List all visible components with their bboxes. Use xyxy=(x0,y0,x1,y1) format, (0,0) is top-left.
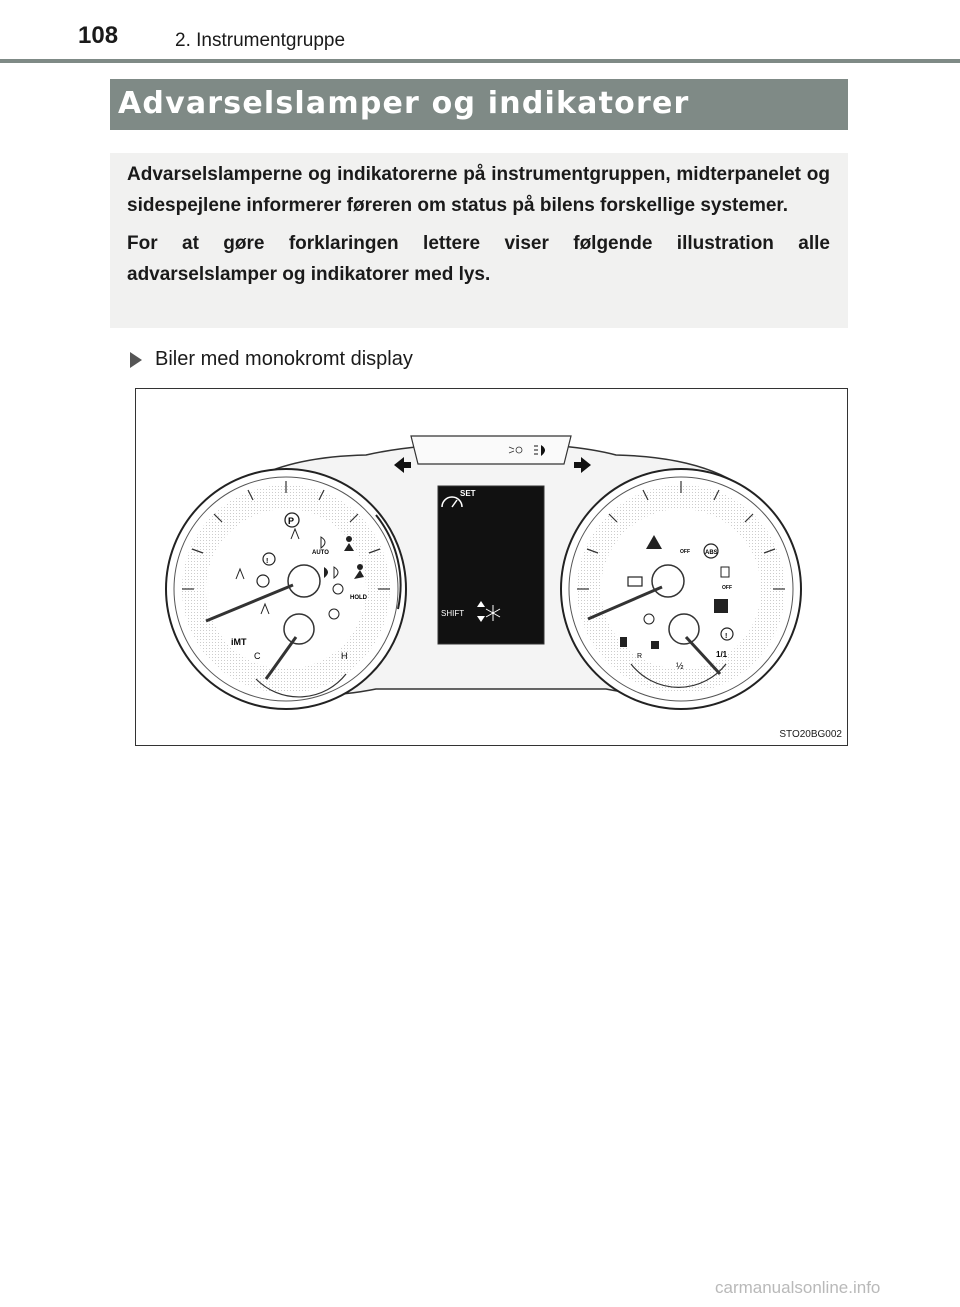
top-indicator-strip xyxy=(411,436,571,464)
parking-brake-letter: P xyxy=(288,516,295,526)
section-title: Advarselslamper og indikatorer xyxy=(118,86,690,121)
header-rule xyxy=(0,59,960,63)
intro-paragraph-2: For at gøre forklaringen lettere viser følgende illustration alle advarselslamper og indikatorer med lys. xyxy=(127,233,830,285)
center-display xyxy=(438,486,544,644)
watermark: carmanualsonline.info xyxy=(715,1278,881,1297)
chapter-title: 2. Instrumentgruppe xyxy=(175,30,346,51)
fuel-full-label: 1/1 xyxy=(716,650,728,659)
svg-text:!: ! xyxy=(725,633,728,640)
temp-gauge-hub xyxy=(284,614,314,644)
fuel-gauge-hub xyxy=(669,614,699,644)
fuel-door-icon xyxy=(651,641,659,649)
off-label-2: OFF xyxy=(722,585,732,591)
intro-box xyxy=(110,153,848,328)
shift-label: SHIFT xyxy=(441,609,465,618)
auto-label: AUTO xyxy=(312,550,329,556)
fuel-pump-icon xyxy=(620,637,627,647)
hold-label: HOLD xyxy=(350,595,367,601)
imt-label: iMT xyxy=(231,637,247,647)
fuel-half-label: ½ xyxy=(676,661,684,671)
abs-label: ABS xyxy=(705,550,718,556)
bullet-triangle-icon xyxy=(130,352,142,368)
svg-text:!: ! xyxy=(266,558,269,565)
temp-cold-label: C xyxy=(254,651,261,661)
lane-assist-icon xyxy=(714,599,728,613)
subheading-text: Biler med monokromt display xyxy=(155,348,413,370)
set-label: SET xyxy=(460,489,476,498)
figure-code: STO20BG002 xyxy=(779,729,842,740)
subheading xyxy=(130,348,413,371)
section-banner xyxy=(110,79,848,130)
page-number: 108 xyxy=(78,22,119,49)
fuel-empty-label: R xyxy=(637,653,643,660)
intro-paragraph-1: Advarselslamperne og indikatorerne på instrumentgruppen, midterpanelet og sidespejlene informerer føreren om status på bilens forskellige systemer. xyxy=(127,164,830,216)
instrument-cluster-figure xyxy=(135,388,848,746)
temp-hot-label: H xyxy=(341,651,348,661)
left-needle-hub xyxy=(288,565,320,597)
instrument-cluster-illustration xyxy=(136,389,846,744)
off-label-1: OFF xyxy=(680,549,690,555)
right-needle-hub xyxy=(652,565,684,597)
